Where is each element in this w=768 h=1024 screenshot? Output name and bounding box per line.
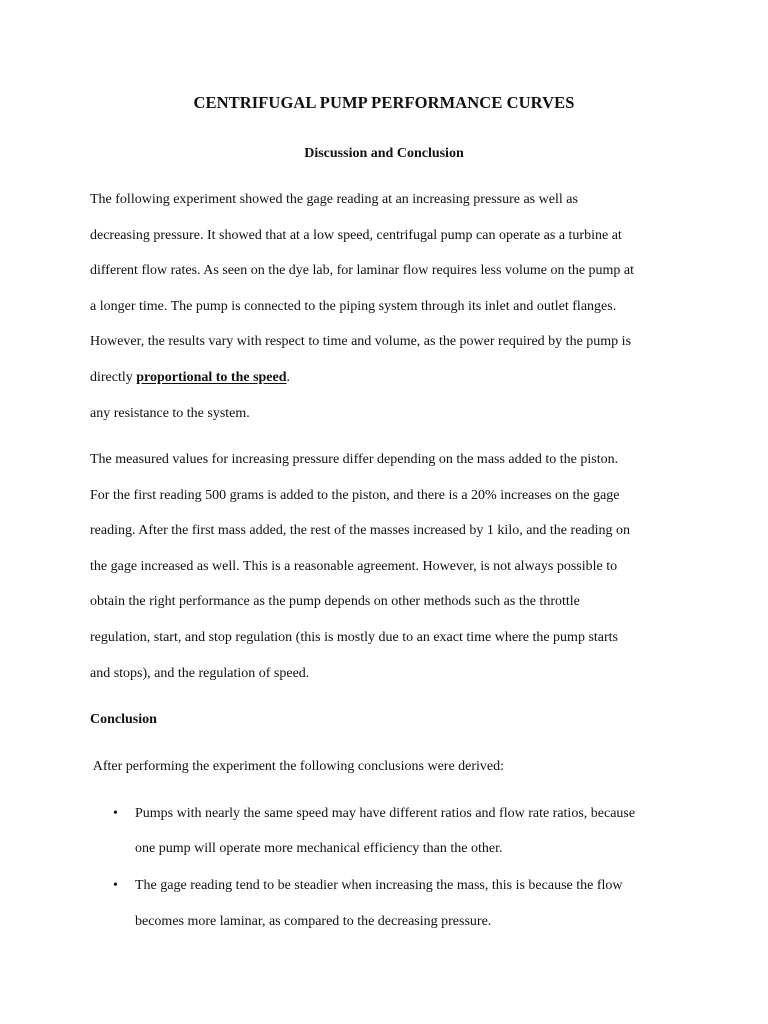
bullet-1-marker: • xyxy=(113,806,118,821)
paragraph1-line-3: different flow rates. As seen on the dye lab, for laminar flow requires less volume on the pump at xyxy=(90,263,635,278)
section-heading: Discussion and Conclusion xyxy=(304,146,464,161)
bullet-2-marker: • xyxy=(113,878,118,893)
conclusion-intro: After performing the experiment the following conclusions were derived: xyxy=(90,759,505,774)
conclusion-heading: Conclusion xyxy=(90,712,157,727)
bullet-1-line-1: Pumps with nearly the same speed may have different ratios and flow rate ratios, because xyxy=(135,806,636,821)
paragraph1-line-6-prefix: directly xyxy=(90,370,137,385)
paragraph1-line-5: However, the results vary with respect to time and volume, as the power required by the pump is xyxy=(90,334,632,349)
paragraph1-line-6-suffix: . xyxy=(286,370,291,385)
paragraph2-line-1: The measured values for increasing pressure differ depending on the mass added to the piston. xyxy=(90,452,619,467)
paragraph1-line-6 xyxy=(90,369,290,387)
paragraph2-line-3: reading. After the first mass added, the rest of the masses increased by 1 kilo, and the reading on xyxy=(90,523,631,538)
paragraph2-line-2: For the first reading 500 grams is added to the piston, and there is a 20% increases on the gage xyxy=(90,488,620,503)
paragraph1-line-1: The following experiment showed the gage reading at an increasing pressure as well as xyxy=(90,192,578,207)
paragraph2-line-5: obtain the right performance as the pump depends on other methods such as the throttle xyxy=(90,594,580,609)
paragraph1-line-4: a longer time. The pump is connected to the piping system through its inlet and outlet flanges. xyxy=(90,299,617,314)
bullet-2-line-1: The gage reading tend to be steadier when increasing the mass, this is because the flow xyxy=(135,878,623,893)
paragraph2-line-4: the gage increased as well. This is a reasonable agreement. However, is not always possible to xyxy=(90,559,618,574)
paragraph1-line-2: decreasing pressure. It showed that at a low speed, centrifugal pump can operate as a turbine at xyxy=(90,228,622,243)
emphasized-phrase: proportional to the speed xyxy=(136,370,287,385)
paragraph2-line-6: regulation, start, and stop regulation (this is mostly due to an exact time where the pump starts xyxy=(90,630,618,645)
bullet-2-line-2: becomes more laminar, as compared to the decreasing pressure. xyxy=(135,914,492,929)
fragment-line: any resistance to the system. xyxy=(90,406,250,421)
paragraph2-line-7: and stops), and the regulation of speed. xyxy=(90,666,310,681)
bullet-1-line-2: one pump will operate more mechanical efficiency than the other. xyxy=(135,841,503,856)
document-title: CENTRIFUGAL PUMP PERFORMANCE CURVES xyxy=(193,93,575,112)
